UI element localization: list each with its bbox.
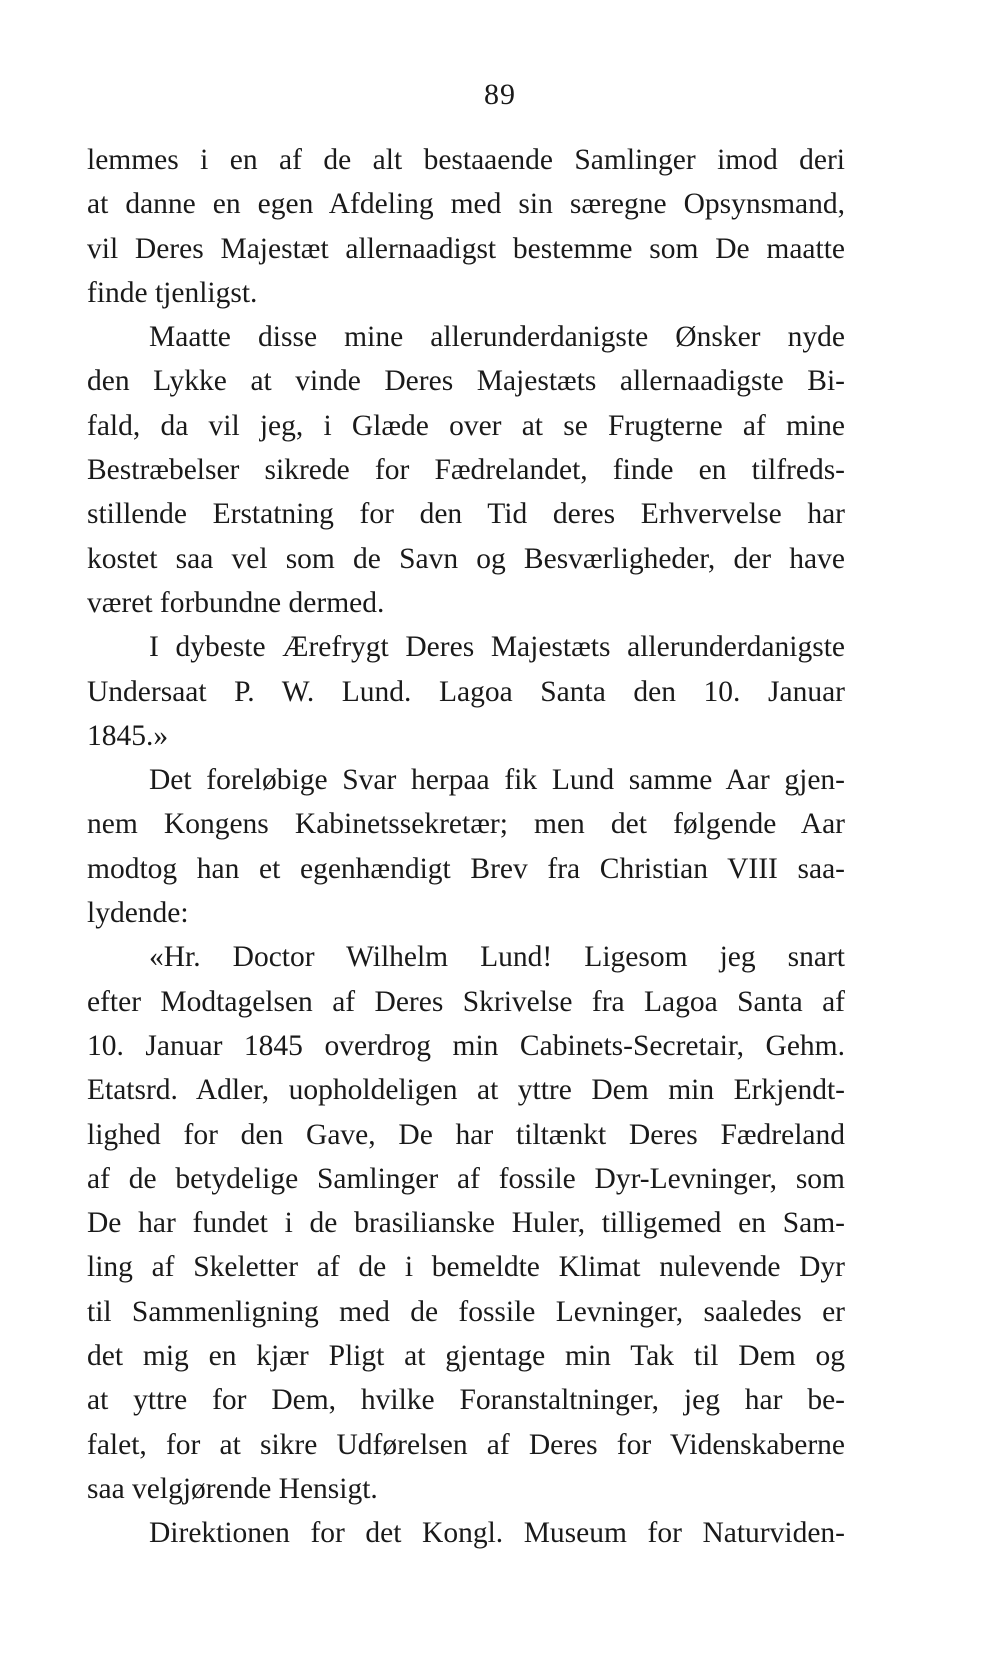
paragraph-start-line: Maatte disse mine allerunderdanigste Ønsker nyde bbox=[149, 321, 845, 354]
text-line: Undersaat P. W. Lund. Lagoa Santa den 10. Januar bbox=[87, 675, 845, 708]
paragraph-start-line: Det foreløbige Svar herpaa fik Lund samme Aar gjen- bbox=[149, 764, 845, 797]
text-line: det mig en kjær Pligt at gjentage min Tak til Dem og bbox=[87, 1340, 845, 1373]
letter-salutation-line: «Hr. Doctor Wilhelm Lund! Ligesom jeg snart bbox=[149, 941, 845, 974]
text-line: efter Modtagelsen af Deres Skrivelse fra Lagoa Santa af bbox=[87, 985, 845, 1018]
text-line: lighed for den Gave, De har tiltænkt Deres Fædreland bbox=[87, 1118, 845, 1151]
text-line: 10. Januar 1845 overdrog min Cabinets-Secretair, Gehm. bbox=[87, 1029, 845, 1062]
text-line: lydende: bbox=[87, 897, 189, 930]
text-line: vil Deres Majestæt allernaadigst bestemme som De maatte bbox=[87, 232, 845, 265]
text-line: lemmes i en af de alt bestaaende Samlinger imod deri bbox=[87, 144, 845, 176]
paragraph-start-line: I dybeste Ærefrygt Deres Majestæts allerunderdanigste bbox=[149, 631, 845, 664]
text-line: modtog han et egenhændigt Brev fra Christian VIII saa- bbox=[87, 852, 845, 885]
text-line: fald, da vil jeg, i Glæde over at se Frugterne af mine bbox=[87, 409, 845, 442]
text-line: nem Kongens Kabinetssekretær; men det følgende Aar bbox=[87, 808, 845, 841]
text-line: saa velgjørende Hensigt. bbox=[87, 1472, 378, 1505]
text-line: De har fundet i de brasilianske Huler, tilligemed en Sam- bbox=[87, 1207, 845, 1240]
text-line: den Lykke at vinde Deres Majestæts allernaadigste Bi- bbox=[87, 365, 845, 398]
text-line: været forbundne dermed. bbox=[87, 586, 385, 619]
text-line: Etatsrd. Adler, uopholdeligen at yttre Dem min Erkjendt- bbox=[87, 1074, 845, 1107]
body-text bbox=[87, 138, 845, 1556]
text-line: Bestræbelser sikrede for Fædrelandet, finde en tilfreds- bbox=[87, 454, 845, 487]
text-line: finde tjenligst. bbox=[87, 276, 258, 309]
text-line: 1845.» bbox=[87, 719, 169, 752]
text-line: falet, for at sikre Udførelsen af Deres for Videnskaberne bbox=[87, 1428, 845, 1461]
text-line: til Sammenligning med de fossile Levninger, saaledes er bbox=[87, 1295, 845, 1328]
paragraph-start-line: Direktionen for det Kongl. Museum for Naturviden- bbox=[149, 1517, 845, 1550]
text-line: kostet saa vel som de Savn og Besværligheder, der have bbox=[87, 542, 845, 575]
text-line: af de betydelige Samlinger af fossile Dyr-Levninger, som bbox=[87, 1162, 845, 1195]
text-line: ling af Skeletter af de i bemeldte Klimat nulevende Dyr bbox=[87, 1251, 845, 1284]
text-line: at danne en egen Afdeling med sin særegne Opsynsmand, bbox=[87, 188, 845, 221]
text-line: stillende Erstatning for den Tid deres Erhvervelse har bbox=[87, 498, 845, 531]
text-line: at yttre for Dem, hvilke Foranstaltninger, jeg har be- bbox=[87, 1384, 845, 1417]
page-number: 89 bbox=[484, 78, 516, 111]
